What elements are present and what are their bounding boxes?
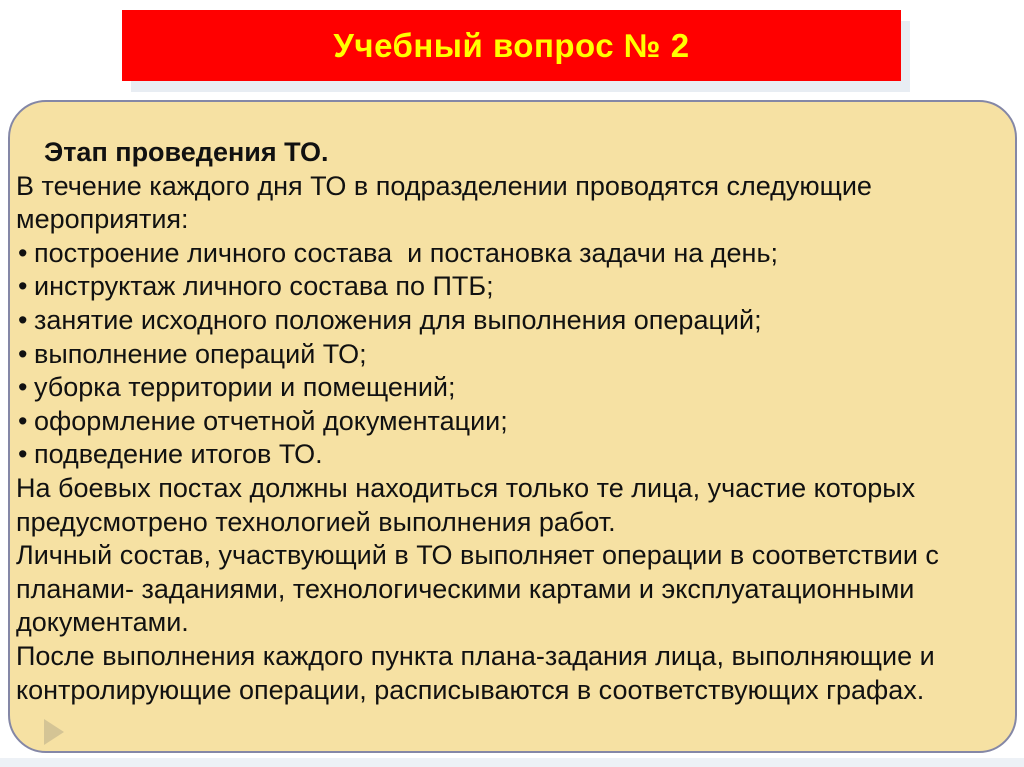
- bullet-icon: •: [18, 338, 28, 369]
- bullet-item: [16, 438, 991, 472]
- content-panel: [8, 100, 1017, 753]
- bullet-icon: •: [18, 271, 28, 302]
- bullet-text: инструктаж личного состава по ПТБ;: [34, 271, 494, 302]
- bullet-icon: •: [18, 405, 28, 436]
- bullet-text: занятие исходного положения для выполнения операций;: [34, 304, 762, 335]
- bullet-item: [16, 304, 991, 338]
- bullet-item: [16, 338, 991, 372]
- slide-title: Учебный вопрос № 2: [333, 26, 690, 64]
- body-paragraph: Личный состав, участвующий в ТО выполняет операции в соответствии с планами- заданиями, технологическими картами и эксплуатационными документами.: [16, 540, 947, 638]
- intro-paragraph: В течение каждого дня ТО в подразделении проводятся следующие мероприятия:: [16, 170, 880, 235]
- bullet-item: [16, 371, 991, 405]
- bullet-text: построение личного состава и постановка задачи на день;: [34, 237, 779, 268]
- bullet-icon: •: [18, 304, 28, 335]
- bullet-item: [16, 405, 991, 439]
- measures-bullet-list: [16, 237, 991, 472]
- section-heading: Этап проведения ТО.: [44, 137, 329, 167]
- body-paragraph: На боевых постах должны находиться только те лица, участие которых предусмотрено технологией выполнения работ.: [16, 472, 923, 537]
- title-banner: [122, 10, 901, 81]
- body-paragraph: После выполнения каждого пункта плана-задания лица, выполняющие и контролирующие операции, расписываются в соответствующих графах.: [16, 640, 943, 705]
- slide-bottom-edge: [0, 758, 1024, 767]
- bullet-text: подведение итогов ТО.: [34, 439, 323, 470]
- triangle-right-icon: [44, 719, 64, 745]
- bullet-item: [16, 237, 991, 271]
- bullet-text: оформление отчетной документации;: [34, 405, 508, 436]
- bullet-icon: •: [18, 372, 28, 403]
- bullet-icon: •: [18, 439, 28, 470]
- bullet-item: [16, 270, 991, 304]
- bullet-text: уборка территории и помещений;: [34, 372, 456, 403]
- body-paragraphs: [16, 472, 991, 707]
- bullet-text: выполнение операций ТО;: [34, 338, 367, 369]
- bullet-icon: •: [18, 237, 28, 268]
